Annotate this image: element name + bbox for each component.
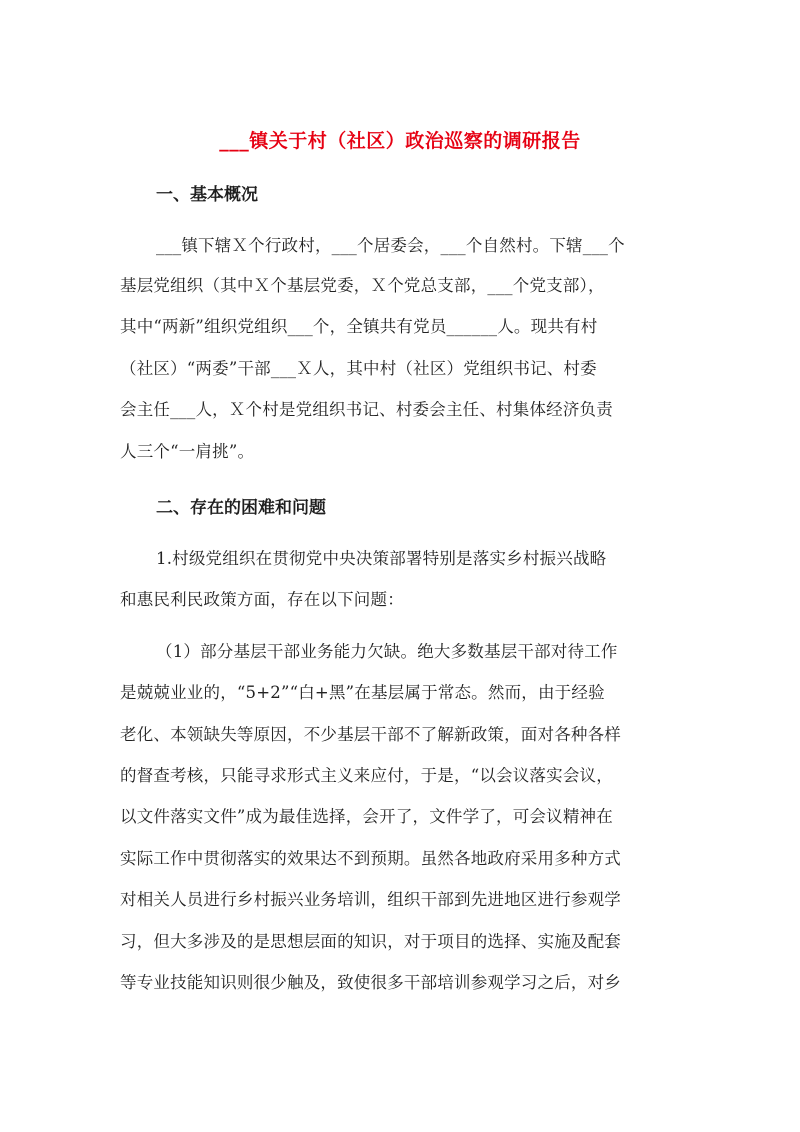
paragraph-line: 其中“两新”组织党组织___个，全镇共有党员______人。现共有村 [120,317,598,336]
paragraph-line: 等专业技能知识则很少触及，致使很多干部培训参观学习之后，对乡 [120,973,621,992]
paragraph-line: 老化、本领缺失等原因，不少基层干部不了解新政策，面对各种各样 [120,725,621,744]
paragraph-line: 是兢兢业业的，“5+2”“白+黑”在基层属于常态。然而，由于经验 [120,683,605,702]
paragraph-line: （1）部分基层干部业务能力欠缺。绝大多数基层干部对待工作 [156,642,618,661]
paragraph-line: 会主任___人，Ｘ个村是党组织书记、村委会主任、村集体经济负责 [120,400,613,419]
paragraph-line: 人三个“一肩挑”。 [120,442,255,461]
paragraph-line: 基层党组织（其中Ｘ个基层党委，Ｘ个党总支部，___个党支部）， [120,276,605,295]
paragraph-line: 实际工作中贯彻落实的效果达不到预期。虽然各地政府采用多种方式 [120,849,621,868]
paragraph-line: 和惠民利民政策方面，存在以下问题： [120,590,404,609]
paragraph-line: 习，但大多涉及的是思想层面的知识，对于项目的选择、实施及配套 [120,932,621,951]
paragraph-line: 以文件落实文件”成为最佳选择，会开了，文件学了，可会议精神在 [120,807,613,826]
paragraph-line: 1.村级党组织在贯彻党中央决策部署特别是落实乡村振兴战略 [156,549,607,568]
paragraph-line: 对相关人员进行乡村振兴业务培训，组织干部到先进地区进行参观学 [120,890,621,909]
paragraph-line: ___镇下辖Ｘ个行政村，___个居委会，___个自然村。下辖___个 [156,236,625,255]
paragraph-line: （社区）“两委”干部___Ｘ人，其中村（社区）党组织书记、村委 [120,359,597,378]
section-heading-basic-overview: 一、基本概况 [156,185,258,205]
paragraph-line: 的督查考核，只能寻求形式主义来应付，于是，“以会议落实会议， [120,766,613,785]
document-title: ___镇关于村（社区）政治巡察的调研报告 [219,130,581,152]
section-heading-difficulties: 二、存在的困难和问题 [156,498,326,518]
